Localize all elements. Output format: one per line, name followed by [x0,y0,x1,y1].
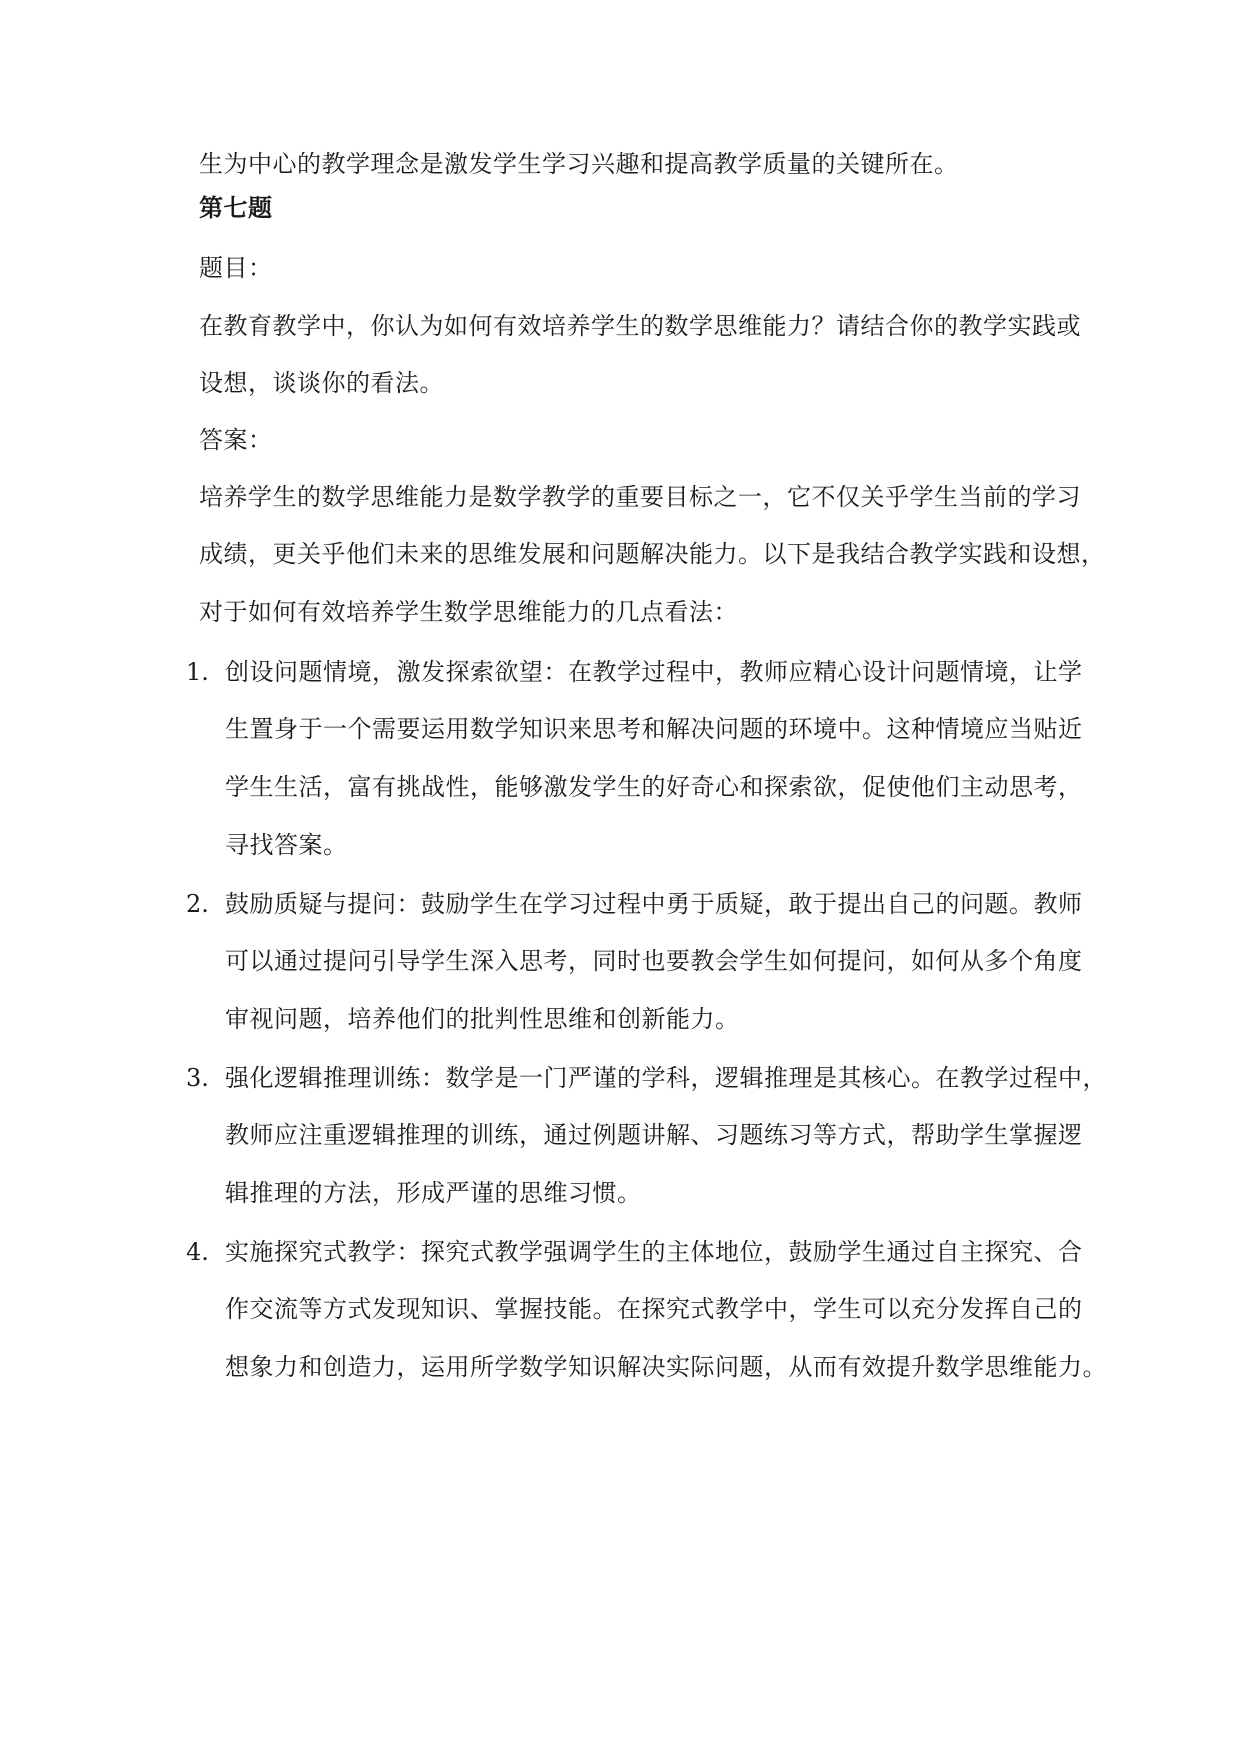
question-label: 题目： [199,254,273,282]
answer-intro-line: 成绩，更关乎他们未来的思维发展和问题解决能力。以下是我结合教学实践和设想， [199,540,1106,568]
list-item-number: 4. [186,1238,209,1266]
list-item-line: 创设问题情境，激发探索欲望：在教学过程中，教师应精心设计问题情境，让学 [225,658,1083,686]
list-item-line: 想象力和创造力，运用所学数学知识解决实际问题，从而有效提升数学思维能力。 [225,1353,1107,1381]
list-item-line: 鼓励质疑与提问：鼓励学生在学习过程中勇于质疑，敢于提出自己的问题。教师 [225,890,1083,918]
list-item-line: 审视问题，培养他们的批判性思维和创新能力。 [225,1005,740,1033]
question-text-line: 在教育教学中，你认为如何有效培养学生的数学思维能力？请结合你的教学实践或 [199,312,1081,340]
list-item-line: 寻找答案。 [225,831,348,859]
list-item-line: 强化逻辑推理训练：数学是一门严谨的学科，逻辑推理是其核心。在教学过程中， [225,1064,1107,1092]
list-item-line: 生置身于一个需要运用数学知识来思考和解决问题的环境中。这种情境应当贴近 [225,715,1083,743]
list-item-line: 可以通过提问引导学生深入思考，同时也要教会学生如何提问，如何从多个角度 [225,947,1083,975]
answer-label: 答案： [199,426,273,454]
list-item-line: 实施探究式教学：探究式教学强调学生的主体地位，鼓励学生通过自主探究、合 [225,1238,1083,1266]
list-item-line: 辑推理的方法，形成严谨的思维习惯。 [225,1179,642,1207]
list-item-line: 教师应注重逻辑推理的训练，通过例题讲解、习题练习等方式，帮助学生掌握逻 [225,1121,1083,1149]
continuation-text: 生为中心的教学理念是激发学生学习兴趣和提高教学质量的关键所在。 [199,150,959,178]
list-item-line: 学生生活，富有挑战性，能够激发学生的好奇心和探索欲，促使他们主动思考， [225,773,1083,801]
list-item-number: 1. [186,658,209,686]
list-item-number: 3. [186,1064,209,1092]
question-heading: 第七题 [199,193,273,222]
list-item-number: 2. [186,890,209,918]
answer-intro-line: 培养学生的数学思维能力是数学教学的重要目标之一，它不仅关乎学生当前的学习 [199,483,1081,511]
answer-intro-line: 对于如何有效培养学生数学思维能力的几点看法： [199,598,738,626]
question-text-line: 设想，谈谈你的看法。 [199,369,444,397]
list-item-line: 作交流等方式发现知识、掌握技能。在探究式教学中，学生可以充分发挥自己的 [225,1295,1083,1323]
